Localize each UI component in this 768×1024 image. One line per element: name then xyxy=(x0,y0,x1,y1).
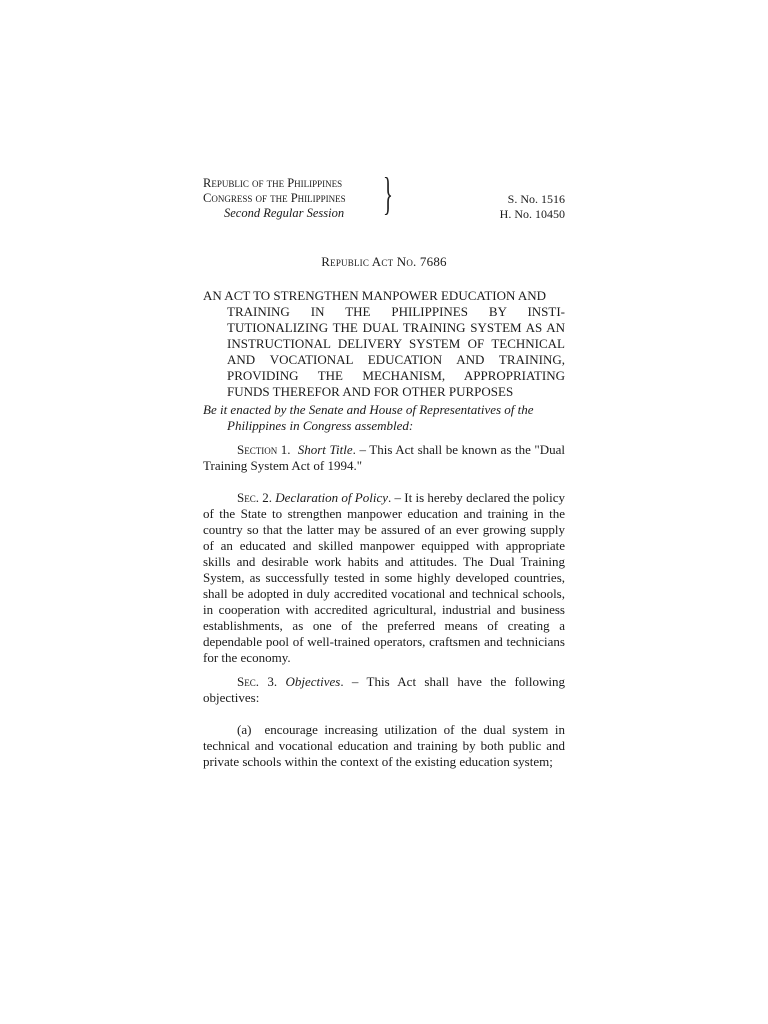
republic-line: Republic of the Philippines xyxy=(203,176,343,190)
objective-a xyxy=(203,722,565,770)
congress-line: Congress of the Philippines xyxy=(203,191,346,205)
section-heading: Declaration of Policy xyxy=(275,490,388,505)
section-text: . – This Act shall be known as the "Dual Training System Act of 1994." xyxy=(203,442,566,473)
section-text: . – This Act shall have the following objectives: xyxy=(203,674,566,705)
act-title-line: AND VOCATIONAL EDUCATION AND TRAINING, xyxy=(227,352,565,367)
header-left-block xyxy=(203,176,346,221)
bill-numbers xyxy=(500,192,565,222)
section-text: . – It is hereby declared the policy of the State to strengthen manpower education and training in the country so that the latter may be assured of an ever growing supply of an educated and skilled manpower equipped with appropriate skills and desirable work habits and attitudes. The Dual Training System, as successfully tested in some highly developed countries, shall be adopted in duly accredited vocational and technical schools, in cooperation with accredited agricultural, industrial and business establishments, as one of the preferred means of creating a dependable pool of well-trained operators, craftsmen and technicians for the economy. xyxy=(203,490,566,665)
section-label: Section 1. xyxy=(237,442,291,457)
section-heading: Objectives xyxy=(285,674,341,689)
act-title-line: FUNDS THEREFOR AND FOR OTHER PURPOSES xyxy=(227,384,514,399)
act-title-line: PROVIDING THE MECHANISM, APPROPRIATING xyxy=(227,368,565,383)
act-title-line: TUTIONALIZING THE DUAL TRAINING SYSTEM AS AN xyxy=(227,320,565,335)
act-title xyxy=(203,288,565,400)
section-1 xyxy=(203,442,565,474)
act-number: Republic Act No. 7686 xyxy=(321,254,447,269)
act-title-line: AN ACT TO STRENGTHEN MANPOWER EDUCATION AND xyxy=(203,288,547,303)
section-3 xyxy=(203,674,565,706)
objective-label: (a) xyxy=(237,722,252,737)
act-title-line: INSTRUCTIONAL DELIVERY SYSTEM OF TECHNICAL xyxy=(227,336,565,351)
brace-icon: } xyxy=(383,168,393,219)
section-heading: Short Title xyxy=(297,442,353,457)
document-header xyxy=(203,168,565,228)
enacting-clause-line: Be it enacted by the Senate and House of Representatives of the xyxy=(203,402,534,417)
senate-bill-number: S. No. 1516 xyxy=(507,192,565,206)
house-bill-number: H. No. 10450 xyxy=(499,207,565,221)
objective-text: encourage increasing utilization of the dual system in technical and vocational education and training by both public and private schools within the context of the existing education system; xyxy=(203,722,566,769)
section-label: Sec. 3. xyxy=(237,674,278,689)
enacting-clause xyxy=(203,402,565,434)
session-line: Second Regular Session xyxy=(224,206,345,220)
section-label: Sec. 2. xyxy=(237,490,273,505)
enacting-clause-line: Philippines in Congress assembled: xyxy=(227,418,414,433)
act-title-line: TRAINING IN THE PHILIPPINES BY INSTI- xyxy=(227,304,565,319)
section-2 xyxy=(203,490,565,666)
